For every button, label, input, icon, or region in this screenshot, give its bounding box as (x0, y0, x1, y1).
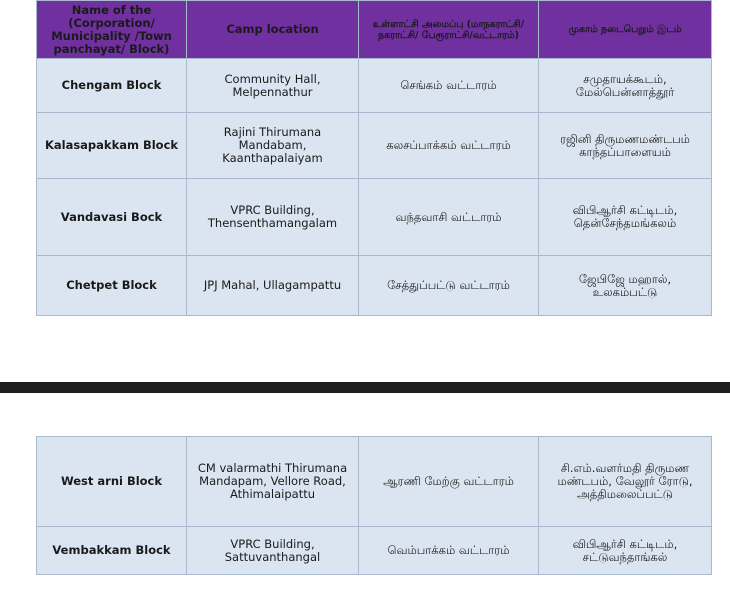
local-body-tamil: வந்தவாசி வட்டாரம் (359, 179, 539, 256)
camp-location: JPJ Mahal, Ullagampattu (187, 256, 359, 316)
block-name: West arni Block (37, 437, 187, 527)
table-row (37, 256, 712, 316)
block-name: Vembakkam Block (37, 527, 187, 575)
table-row (37, 527, 712, 575)
local-body-tamil: வெம்பாக்கம் வட்டாரம் (359, 527, 539, 575)
camp-location: Community Hall, Melpennathur (187, 59, 359, 113)
camp-location: VPRC Building, Sattuvanthangal (187, 527, 359, 575)
venue-tamil: ஜேபிஜே மஹால், உலகம்பட்டு (539, 256, 712, 316)
camp-table-top (36, 0, 712, 316)
table-row (37, 437, 712, 527)
table-row (37, 59, 712, 113)
header-block: Name of the (Corporation/ Municipality /Town panchayat/ Block) (37, 1, 187, 59)
table-row (37, 113, 712, 179)
local-body-tamil: சேத்துப்பட்டு வட்டாரம் (359, 256, 539, 316)
local-body-tamil: செங்கம் வட்டாரம் (359, 59, 539, 113)
venue-tamil: விபிஆர்சி கட்டிடம், சட்டுவந்தாங்கல் (539, 527, 712, 575)
venue-tamil: ரஜினி திருமணமண்டபம் காந்தப்பாளையம் (539, 113, 712, 179)
camp-location: CM valarmathi Thirumana Mandapam, Vellore Road, Athimalaipattu (187, 437, 359, 527)
camp-table-bottom (36, 436, 712, 575)
header-local-body-tamil: உள்ளாட்சி அமைப்பு (மாநகராட்சி/நகராட்சி/ பேரூராட்சி/வட்டாரம்) (359, 1, 539, 59)
header-camp-location: Camp location (187, 1, 359, 59)
table-row (37, 179, 712, 256)
block-name: Vandavasi Bock (37, 179, 187, 256)
venue-tamil: சி.எம்.வளர்மதி திருமண மண்டபம், வேலூர் ரோடு, அத்திமலைப்பட்டு (539, 437, 712, 527)
block-name: Chetpet Block (37, 256, 187, 316)
header-row (37, 1, 712, 59)
block-name: Kalasapakkam Block (37, 113, 187, 179)
venue-tamil: சமுதாயக்கூடம், மேல்பென்னாத்தூர் (539, 59, 712, 113)
local-body-tamil: கலசப்பாக்கம் வட்டாரம் (359, 113, 539, 179)
page-divider (0, 382, 730, 393)
local-body-tamil: ஆரணி மேற்கு வட்டாரம் (359, 437, 539, 527)
camp-location: VPRC Building, Thensenthamangalam (187, 179, 359, 256)
camp-location: Rajini Thirumana Mandabam, Kaanthapalaiyam (187, 113, 359, 179)
block-name: Chengam Block (37, 59, 187, 113)
venue-tamil: விபிஆர்சி கட்டிடம், தென்சேந்தமங்கலம் (539, 179, 712, 256)
header-venue-tamil: முகாம் நடைபெறும் இடம் (539, 1, 712, 59)
